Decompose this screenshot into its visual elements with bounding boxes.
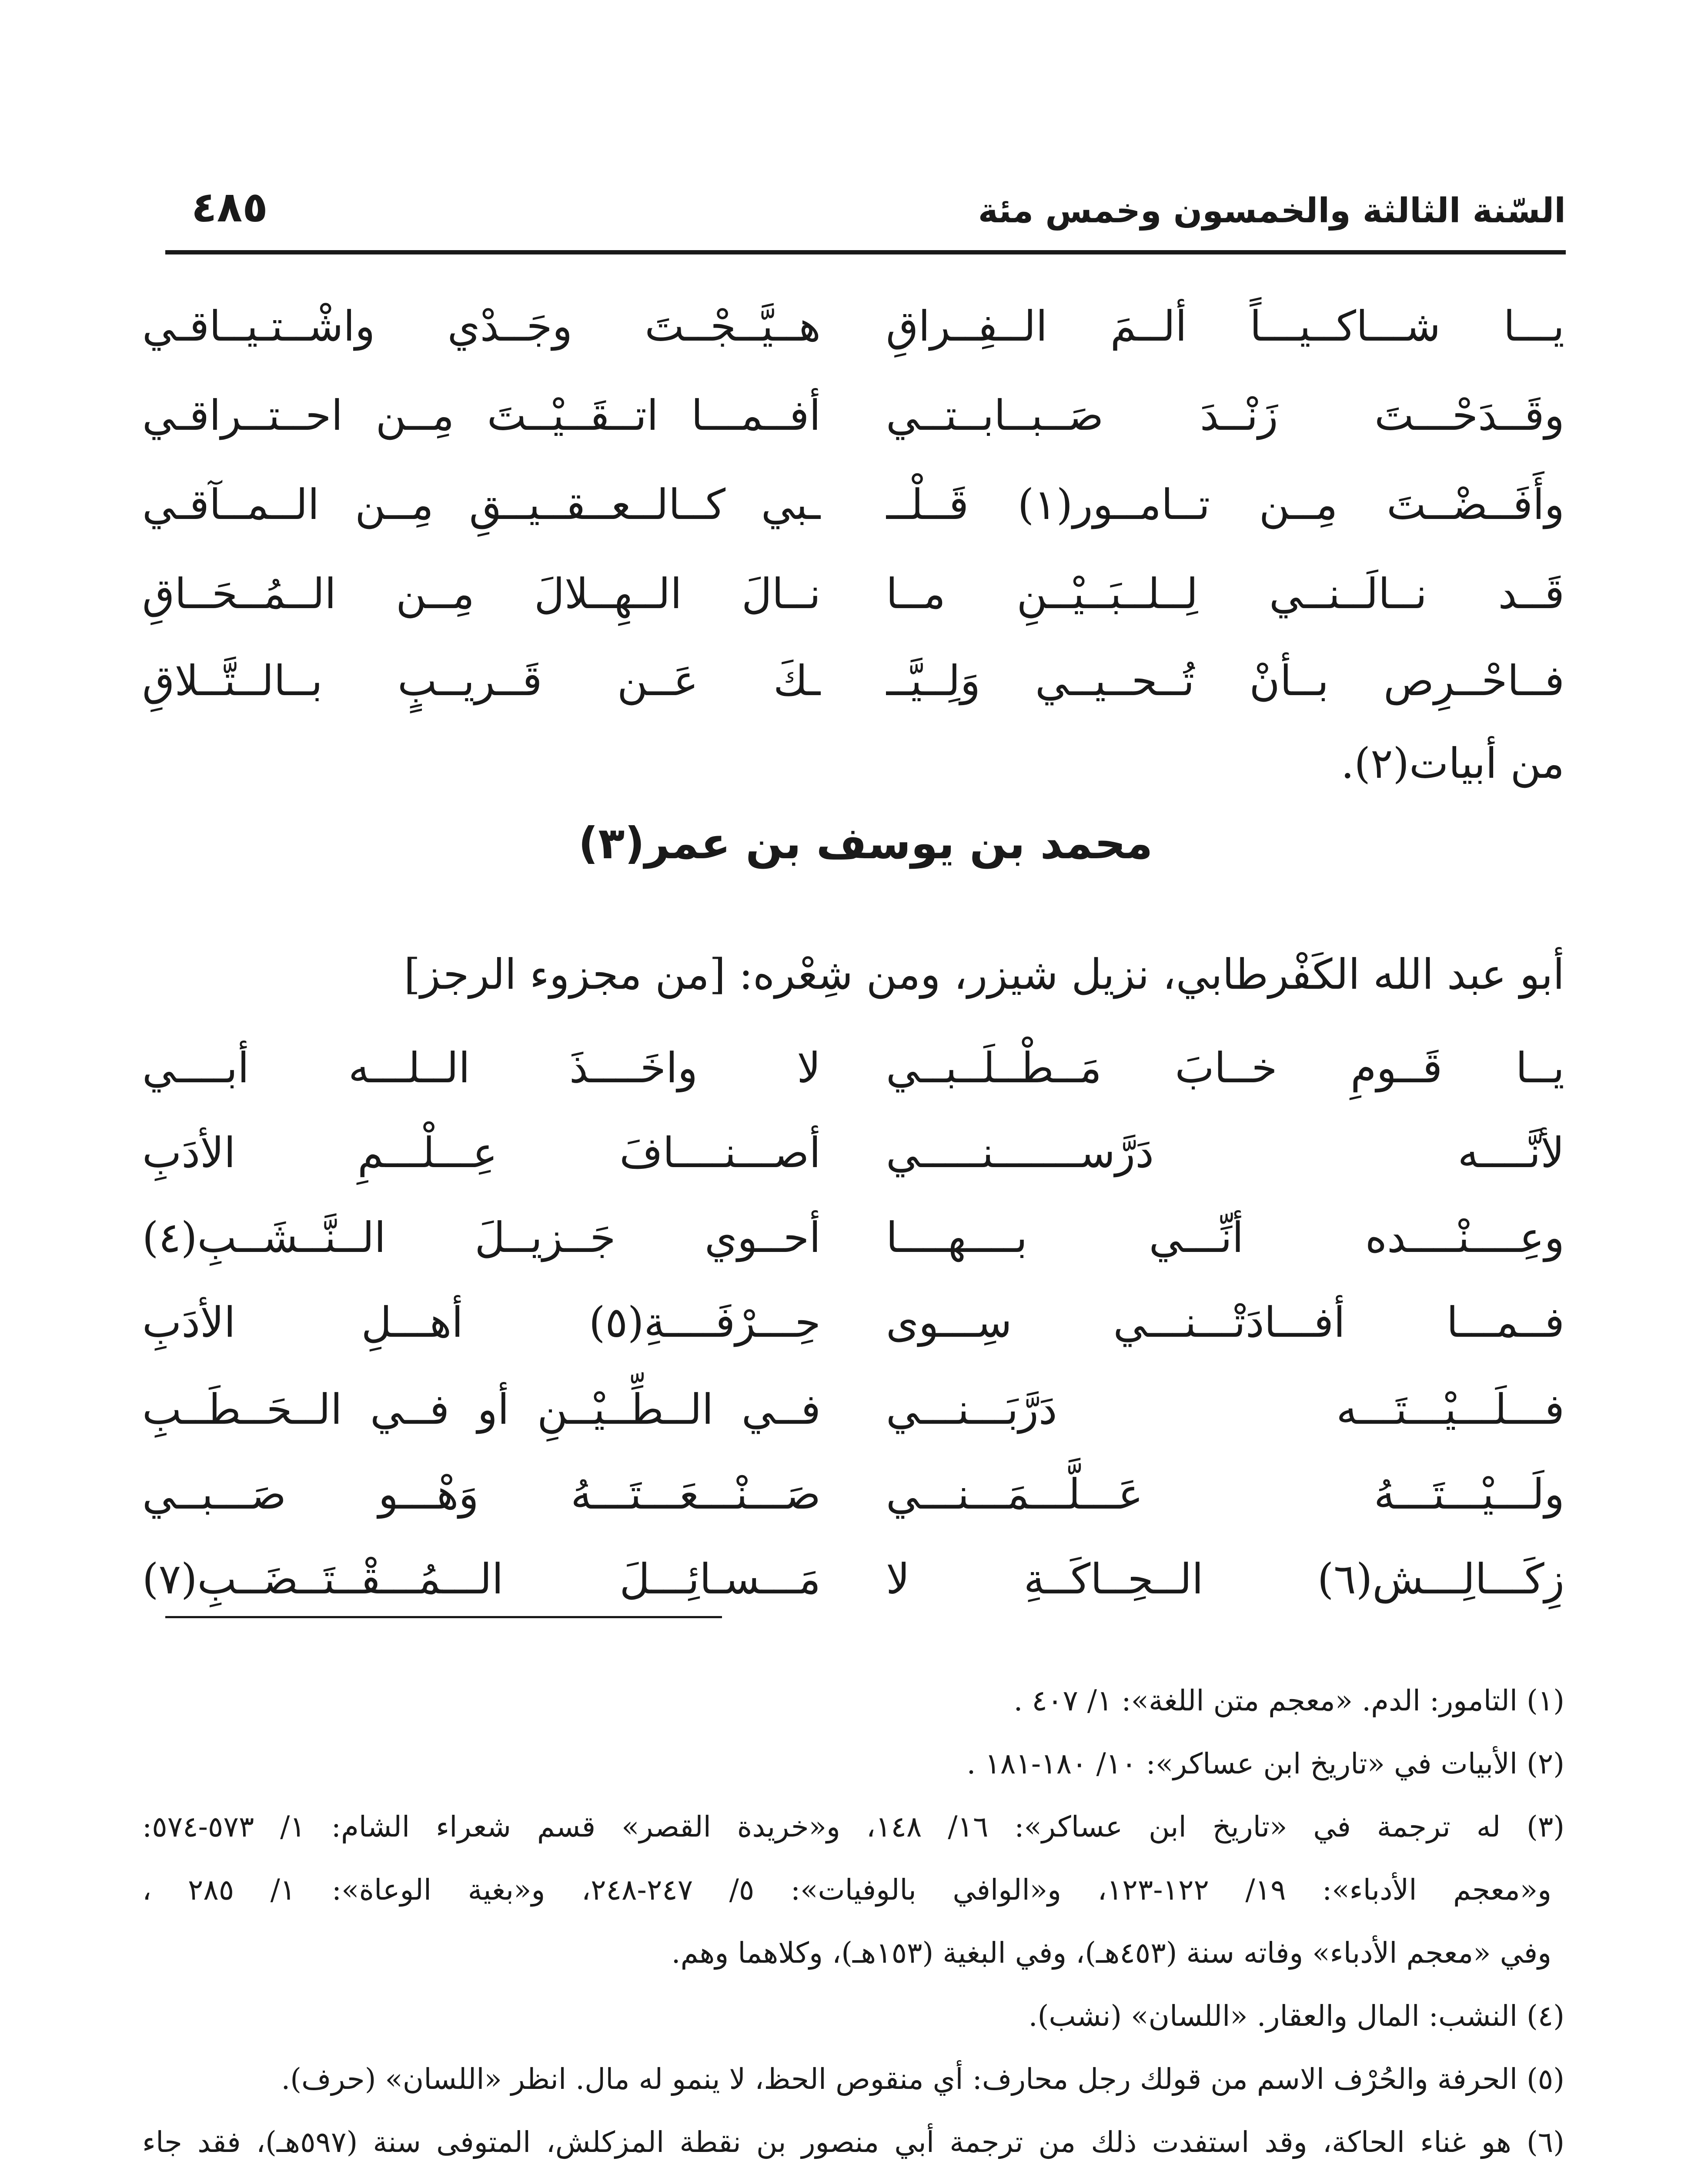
- footnote: (١) التامور: الدم. «معجم متن اللغة»: ١/ ٤٠٧ .: [1013, 1684, 1564, 1717]
- verse-second-hemistich: صَـــنْـــعَـــتَـــهُ وَهْـــو صَـــبــي: [142, 1470, 821, 1519]
- poem1-trailer: من أبيات(٢).: [1341, 739, 1564, 788]
- verse-second-hemistich: مَـــسـائِـــلَ الـــمُـــقْــتَــضَــبِ(٧): [142, 1555, 821, 1603]
- verse-second-hemistich: أفــمـــا اتــقَــيْــتَ مِــن احــتــراقـي: [142, 391, 821, 440]
- header-rule: [165, 250, 1566, 254]
- verse-second-hemistich: لا واخَــــذَ الــلـــه أبــــي: [142, 1044, 821, 1092]
- footnote: (٢) الأبيات في «تاريخ ابن عساكر»: ١٠/ ١٨٠-١٨١ .: [966, 1747, 1564, 1780]
- footnote-continuation: و«معجم الأدباء»: ١٩/ ١٢٢-١٢٣، و«الوافي بالوفيات»: ٥/ ٢٤٧-٢٤٨، و«بغية الوعاة»: ١/ ٢٨٥ ،: [142, 1873, 1551, 1907]
- verse-first-hemistich: لأنَّــــه دَرَّســـــــنـــــي: [886, 1128, 1564, 1177]
- poem2-verse: [142, 1114, 1564, 1192]
- section-intro: أبو عبد الله الكَفْرطابي، نزيل شيزر، ومن شِعْره: [من مجزوء الرجز]: [404, 950, 1564, 999]
- poem1-verse: [142, 465, 1564, 544]
- poem2-verse: [142, 1283, 1564, 1362]
- running-header: [165, 183, 1566, 252]
- verse-second-hemistich: ـكَ عَــن قَــريــبٍ بــالــتَّــلاقِ: [142, 656, 821, 705]
- poem2-verse: [142, 1540, 1564, 1618]
- footnote: (٥) الحرفة والحُرْف الاسم من قولك رجل محارف: أي منقوص الحظ، لا ينمو له مال. انظر «اللسان» (حرف).: [281, 2062, 1564, 2096]
- verse-first-hemistich: وعِــــنْــــده أنِّـــي بــــهــــا: [886, 1213, 1564, 1262]
- verse-first-hemistich: زِكَـــالِـــش(٦) الــحِــاكَــةِ لا: [886, 1555, 1564, 1603]
- verse-second-hemistich: أحــوي جَــزيــلَ الــنَّــشَــبِ(٤): [142, 1213, 821, 1262]
- verse-first-hemistich: ولَـــيْـــتَـــهُ عَـــلَّـــمَـــنـــي: [886, 1470, 1564, 1519]
- verse-first-hemistich: فــاحْــرِص بــأنْ تُــحــيــي وَلِــيَّــ: [886, 656, 1564, 705]
- verse-first-hemistich: فــمـــا أفـــادَتْـــنـــي سِـــوى: [886, 1298, 1564, 1347]
- footnote: (٦) هو غناء الحاكة، وقد استفدت ذلك من ترجمة أبي منصور بن نقطة المزكلش، المتوفى سنة (٥٩٧هـ)، فقد جاء: [142, 2125, 1564, 2159]
- verse-first-hemistich: فـــلَـــيْـــتَـــه دَرَّبَـــنـــي: [886, 1385, 1564, 1434]
- poem1-verse: [142, 555, 1564, 633]
- poem2-verse: [142, 1370, 1564, 1449]
- poem2-verse: [142, 1029, 1564, 1107]
- poem1-verse: [142, 376, 1564, 455]
- verse-second-hemistich: ـبي كــالــعــقــيــقِ مِــن الــمــآقـي: [142, 480, 821, 529]
- verse-second-hemistich: حِـــرْفَــــةِ(٥) أهـــلِ الأدَبِ: [142, 1298, 821, 1347]
- footnote: (٤) النشب: المال والعقار. «اللسان» (نشب).: [1028, 1999, 1564, 2033]
- poem2-verse: [142, 1198, 1564, 1277]
- poem2-verse: [142, 1455, 1564, 1533]
- poem1-verse: [142, 642, 1564, 720]
- footnote-rule: [165, 1616, 722, 1618]
- section-heading: محمد بن يوسف بن عمر(٣): [578, 818, 1153, 869]
- running-title: السّنة الثالثة والخمسون وخمس مئة: [978, 191, 1566, 231]
- poem1-verse: [142, 287, 1564, 365]
- page-number: ٤٨٥: [191, 183, 268, 231]
- footnote: (٣) له ترجمة في «تاريخ ابن عساكر»: ١٦/ ١٤٨، و«خريدة القصر» قسم شعراء الشام: ١/ ٥٧٣-٥٧٤:: [142, 1810, 1564, 1844]
- footnote-continuation: وفي «معجم الأدباء» وفاته سنة (٤٥٣هـ)، وفي البغية (١٥٣هـ)، وكلاهما وهم.: [671, 1936, 1551, 1970]
- verse-first-hemistich: يـــا شـــاكــيـــاً ألــمَ الــفِــراقِ: [886, 302, 1564, 351]
- verse-first-hemistich: يــا قَــومِ خــابَ مَــطْــلَــبــي: [886, 1044, 1564, 1092]
- verse-second-hemistich: فــي الــطِّــيْــنِ أو فــي الــحَــطَــبِ: [142, 1385, 821, 1434]
- verse-first-hemistich: وقَــدَحْـــتَ زَنْــدَ صَــبــابــتــي: [886, 391, 1564, 440]
- verse-second-hemistich: أصـــنــــافَ عِـــلْـــمِ الأدَبِ: [142, 1128, 821, 1177]
- verse-second-hemistich: هــيَّــجْــتَ وجَــدْي واشْــتـيــاقـي: [142, 302, 821, 351]
- verse-second-hemistich: نــالَ الــهِــلالَ مِــن الــمُــحَــاقِ: [142, 569, 821, 618]
- verse-first-hemistich: وأَفَــضْــتَ مِــن تــامــور(١) قَــلْــ: [886, 480, 1564, 529]
- verse-first-hemistich: قَــد نــالَــنــي لِــلــبَــيْــنِ مــا: [886, 569, 1564, 618]
